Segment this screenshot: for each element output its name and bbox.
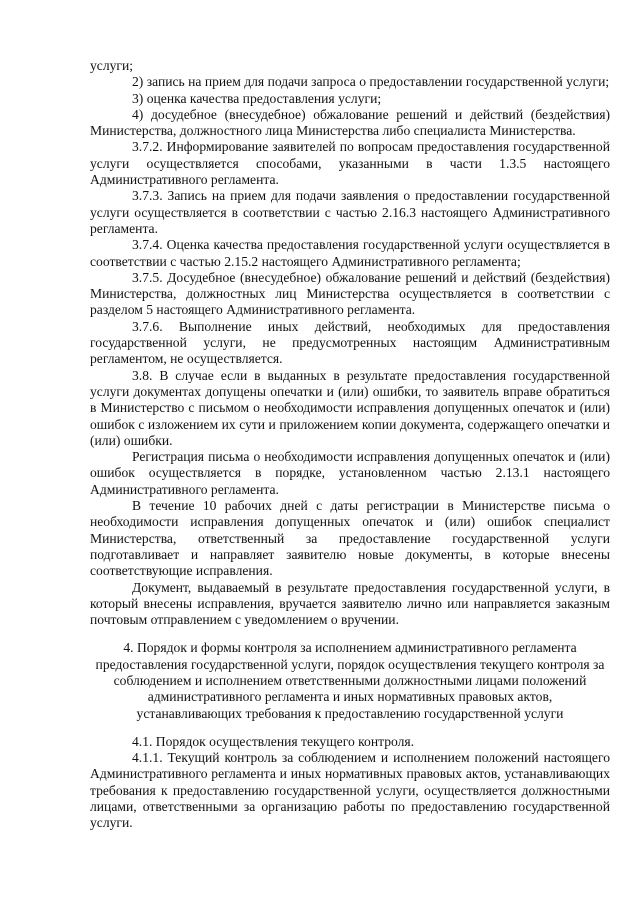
paragraph-3-8: 3.8. В случае если в выданных в результате предоставления государственной услуги документах допущены опечатки и (или) ошибки, то заявитель вправе обратиться в Министерство с письмом о необходимости исправления допущенных опечаток и (или) ошибок с изложением их сути и приложением копии документа, содержащего опечатки и (или) ошибки. <box>90 367 610 448</box>
document-page <box>90 58 610 832</box>
paragraph-corrected-document: Документ, выдаваемый в результате предоставления государственной услуги, в который внесены исправления, вручается заявителю лично или направляется заказным почтовым отправлением с уведомлением о вручении. <box>90 579 610 628</box>
section-heading: 4. Порядок и формы контроля за исполнением административного регламента предоставления государственной услуги, порядок осуществления текущего контроля за соблюдением и исполнением ответственными должностными лицами положений административного регламента и иных нормативных правовых актов, устанавливающих требования к предоставлению государственной услуги <box>95 640 605 721</box>
paragraph-4-1-1: 4.1.1. Текущий контроль за соблюдением и исполнением положений настоящего Административного регламента и иных нормативных правовых актов, устанавливающих требования к предоставлению государственной услуги, осуществляется должностными лицами, ответственными за организацию работы по предоставлению государственной услуги. <box>90 750 610 831</box>
paragraph-3-7-3: 3.7.3. Запись на прием для подачи заявления о предоставлении государственной услуги осуществляется в соответствии с частью 2.16.3 настоящего Административного регламента. <box>90 188 610 236</box>
paragraph-3-7-2: 3.7.2. Информирование заявителей по вопросам предоставления государственной услуги осуществляется способами, указанными в части 1.3.5 настоящего Административного регламента. <box>90 139 610 188</box>
paragraph-list-item-2: 2) запись на прием для подачи запроса о предоставлении государственной услуги; <box>132 74 610 90</box>
paragraph-continuation: услуги; <box>90 58 134 73</box>
paragraph-registration: Регистрация письма о необходимости исправления допущенных опечаток и (или) ошибок осуществляется в порядке, установленном частью 2.13.1 настоящего Административного регламента. <box>90 449 610 497</box>
paragraph-ten-days: В течение 10 рабочих дней с даты регистрации в Министерстве письма о необходимости исправления допущенных опечаток и (или) ошибок специалист Министерства, ответственный за предоставление государственной услуги подготавливает и направляет заявителю новые документы, в которые внесены соответствующие исправления. <box>90 498 610 579</box>
paragraph-3-7-4: 3.7.4. Оценка качества предоставления государственной услуги осуществляется в соответствии с частью 2.15.2 настоящего Административного регламента; <box>90 237 610 269</box>
paragraph-list-item-4: 4) досудебное (внесудебное) обжалование решений и действий (бездействия) Министерства, должностного лица Министерства либо специалиста Министерства. <box>90 106 610 139</box>
paragraph-3-7-5: 3.7.5. Досудебное (внесудебное) обжалование решений и действий (бездействия) Министерства, должностных лиц Министерства осуществляется в соответствии с разделом 5 настоящего Административного регламента. <box>90 269 610 318</box>
paragraph-3-7-6: 3.7.6. Выполнение иных действий, необходимых для предоставления государственной услуги, не предусмотренных настоящим Административным регламентом, не осуществляется. <box>90 318 610 367</box>
paragraph-4-1: 4.1. Порядок осуществления текущего контроля. <box>132 733 415 749</box>
paragraph-list-item-3: 3) оценка качества предоставления услуги; <box>132 90 382 106</box>
